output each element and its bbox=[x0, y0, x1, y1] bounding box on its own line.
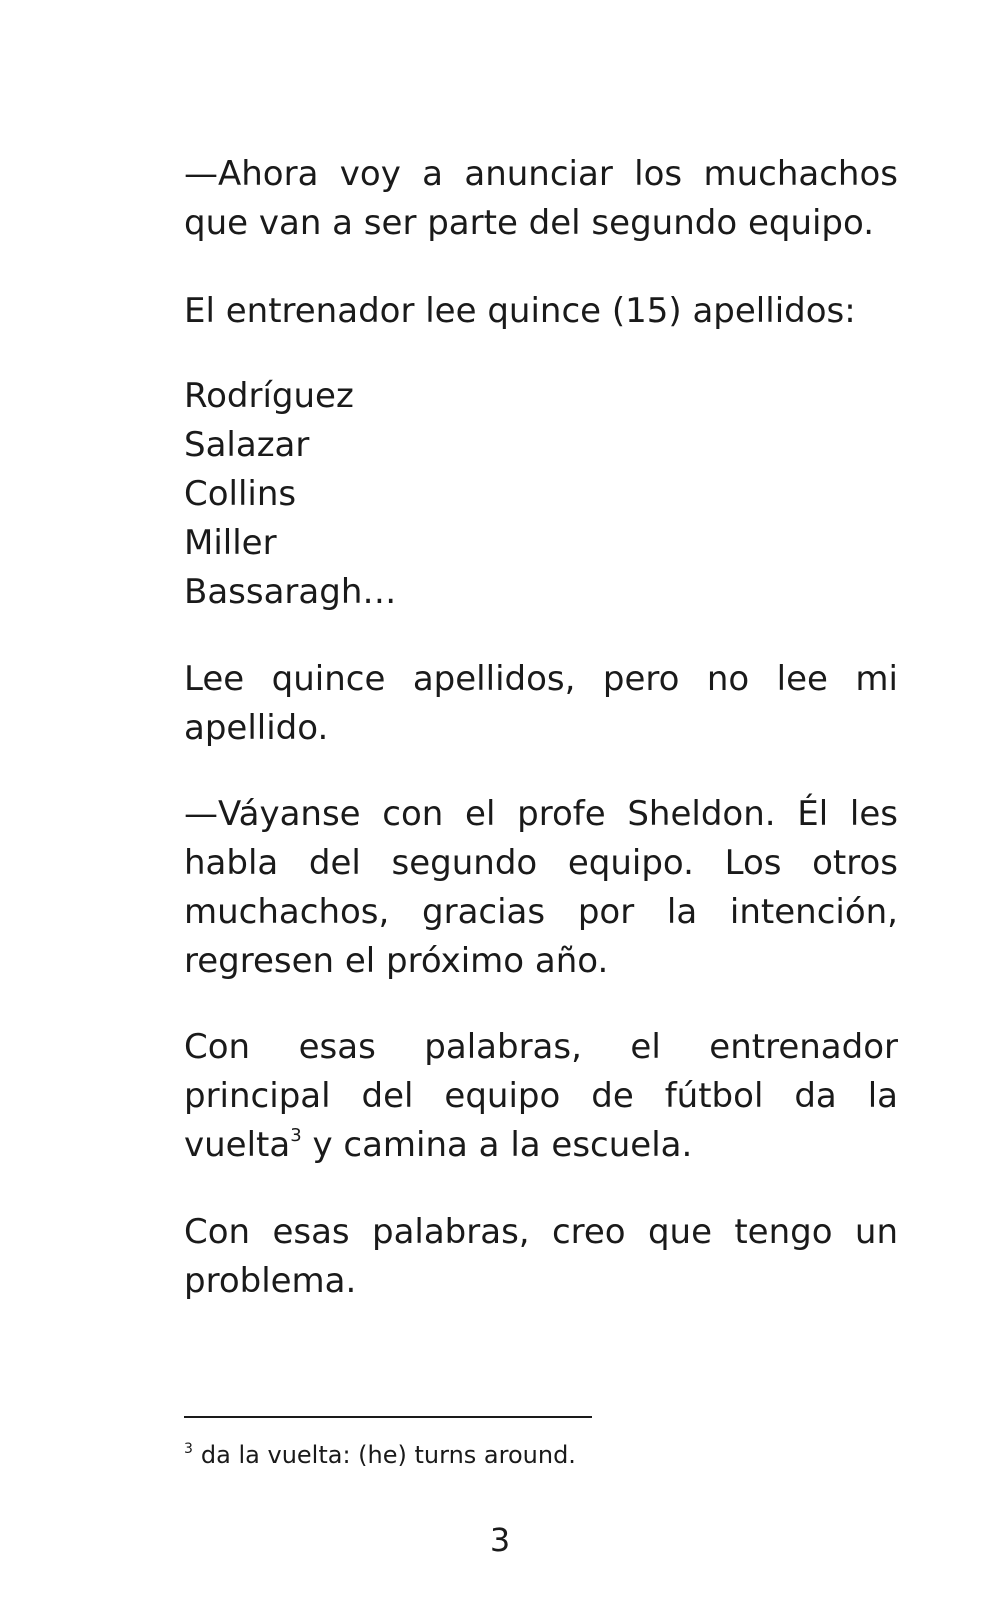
paragraph-2 bbox=[184, 287, 898, 336]
paragraph-5-text bbox=[184, 1023, 898, 1170]
paragraph-5 bbox=[184, 1023, 898, 1170]
footnote-text: da la vuelta: (he) turns around. bbox=[200, 1441, 576, 1469]
footnote-marker: 3 bbox=[184, 1441, 193, 1457]
paragraph-5-before: Con esas palabras, el entrenador principal del equipo de fútbol da la vuelta bbox=[184, 1027, 898, 1165]
footnote-divider bbox=[184, 1416, 592, 1418]
paragraph-4-text: —Váyanse con el profe Sheldon. Él les habla del segundo equipo. Los otros muchachos, gracias por la intención, regresen el próximo año. bbox=[184, 794, 898, 981]
paragraph-1-text: —Ahora voy a anunciar los muchachos que van a ser parte del segundo equipo. bbox=[184, 154, 898, 243]
surname-item: Rodríguez bbox=[184, 376, 354, 416]
surname-item: Bassaragh… bbox=[184, 572, 397, 612]
paragraph-5-after: y camina a la escuela. bbox=[301, 1125, 693, 1165]
paragraph-6 bbox=[184, 1208, 898, 1306]
paragraph-2-text: El entrenador lee quince (15) apellidos: bbox=[184, 291, 856, 331]
paragraph-4 bbox=[184, 790, 898, 986]
footnote-reference: 3 bbox=[290, 1125, 302, 1146]
surname-list bbox=[184, 372, 898, 617]
surname-item: Collins bbox=[184, 474, 297, 514]
paragraph-3 bbox=[184, 655, 898, 753]
page-number: 3 bbox=[489, 1521, 511, 1559]
surname-item: Miller bbox=[184, 523, 277, 563]
footnote bbox=[184, 1440, 576, 1470]
surname-item: Salazar bbox=[184, 425, 310, 465]
paragraph-6-text: Con esas palabras, creo que tengo un problema. bbox=[184, 1212, 898, 1301]
paragraph-3-text: Lee quince apellidos, pero no lee mi apellido. bbox=[184, 659, 898, 748]
paragraph-1 bbox=[184, 150, 898, 248]
